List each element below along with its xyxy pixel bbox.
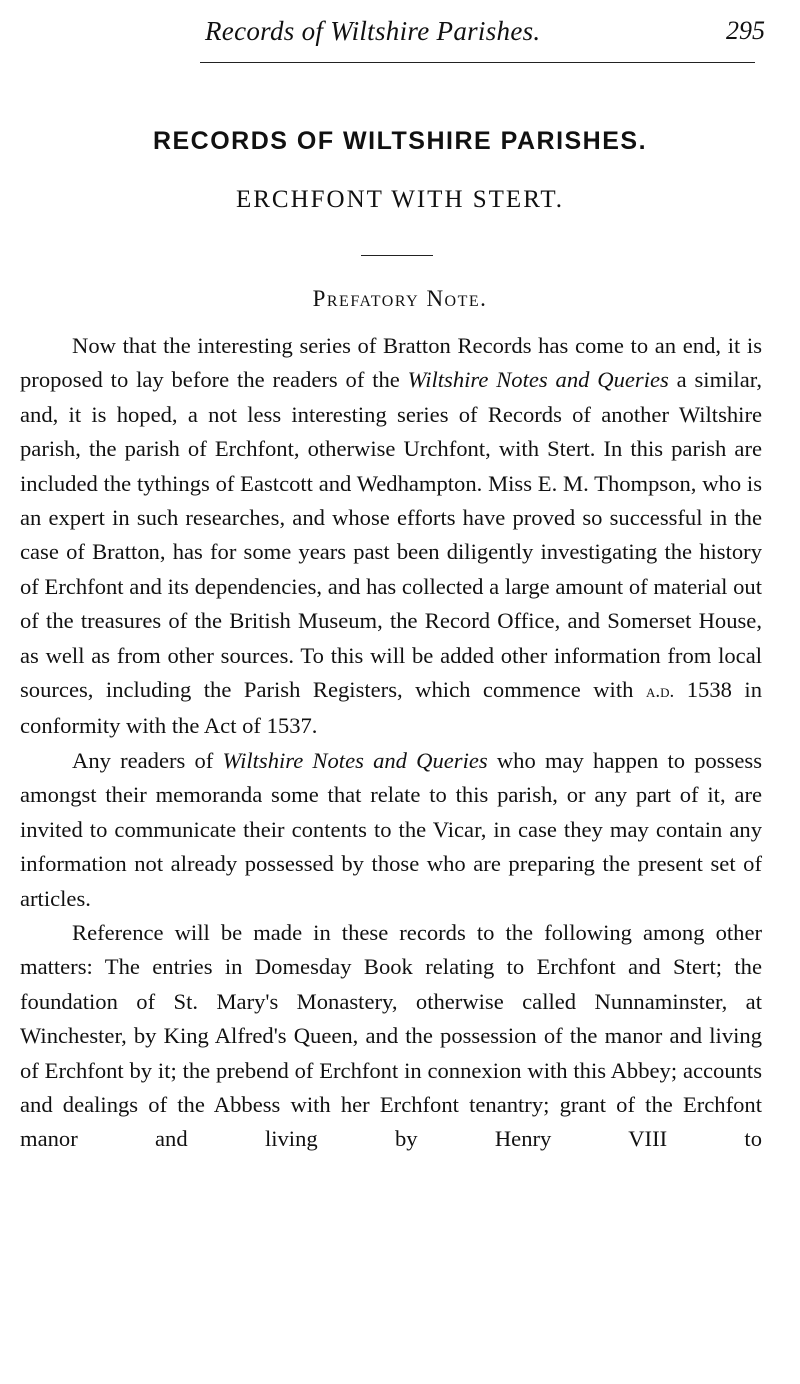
paragraph-2	[20, 744, 762, 916]
journal-title-italic: Wiltshire Notes and Queries	[407, 367, 669, 393]
body-text	[20, 329, 762, 1157]
running-head	[0, 14, 800, 54]
section-heading: Prefatory Note.	[312, 286, 488, 311]
header-rule	[200, 62, 755, 63]
article-subtitle: ERCHFONT WITH STERT.	[235, 186, 565, 213]
running-head-title: Records of Wiltshire Parishes.	[205, 16, 541, 46]
article-title: RECORDS OF WILTSHIRE PARISHES.	[152, 127, 648, 155]
paragraph-2-text-c: who may happen to possess amongst their memoranda some that relate to this parish, or any part of it, are invited to communicate their contents to the Vicar, in case they may contain any information not already possessed by those who are preparing the present set of articles.	[20, 747, 762, 911]
page-number: 295	[726, 16, 765, 45]
era-abbreviation: a.d.	[645, 681, 675, 703]
paragraph-2-text-a: Any readers of	[72, 747, 223, 773]
paragraph-1-text-e: 1538 in conformity with the Act of 1537.	[20, 677, 763, 739]
journal-title-italic: Wiltshire Notes and Queries	[222, 747, 488, 773]
paragraph-1-text-c: a similar, and, it is hoped, a not less interesting series of Records of another Wiltshire parish, the parish of Erchfont, otherwise Urchfont, with Stert. In this parish are included the tythings of Eastcott and Wedhampton. Miss E. M. Thompson, who is an expert in such researches, and whose efforts have proved so successful in the case of Bratton, has for some years past been diligently investigating the history of Erchfont and its dependencies, and has collected a large amount of material out of the treasures of the British Museum, the Record Office, and Somerset House, as well as from other sources. To this will be added other information from local sources, including the Parish Registers, which commence with	[20, 367, 762, 703]
paragraph-3: Reference will be made in these records to the following among other matters: The entries in Domesday Book relating to Erchfont and Stert; the foundation of St. Mary's Monastery, otherwise called Nunnaminster, at Winchester, by King Alfred's Queen, and the possession of the manor and living of Erchfont by it; the prebend of Erchfont in connexion with this Abbey; accounts and dealings of the Abbess with her Erchfont tenantry; grant of the Erchfont manor and living by Henry VIII to	[20, 919, 762, 1152]
title-divider	[361, 255, 433, 256]
paragraph-1-text-a: Now that the interesting series of Bratton Records has come to an end, it is proposed to lay before the readers of the	[20, 333, 762, 393]
paragraph-1	[20, 329, 762, 744]
